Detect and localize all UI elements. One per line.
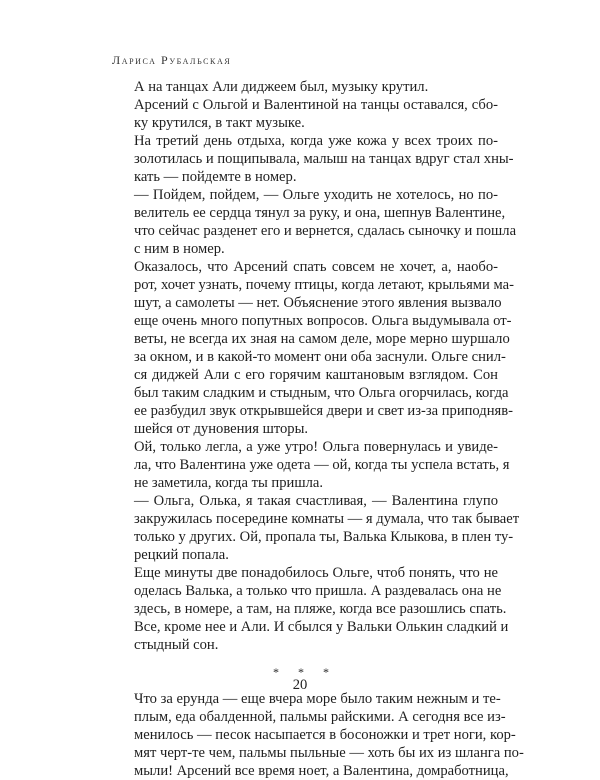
paragraph: [112, 258, 514, 438]
text-line: стыдный сон.: [134, 637, 219, 653]
text-line: Ой, только легла, а уже утро! Ольга повернулась и увиде-: [134, 439, 498, 455]
text-line: рот, хочет узнать, почему птицы, когда летают, крыльями ма-: [134, 277, 514, 293]
running-head: Лариса Рубальская: [112, 53, 232, 67]
paragraph: [112, 492, 520, 564]
text-line: с ним в номер.: [134, 241, 225, 257]
text-line: что сейчас разденет его и вернется, сдалась сыночку и пошла: [134, 223, 517, 239]
paragraph: [112, 438, 510, 492]
text-line: менилось — песок насыпается в босоножки и трет ноги, кор-: [134, 727, 516, 743]
text-line: здесь, в номере, а там, на пляже, когда все разошлись спать.: [134, 601, 507, 617]
page-number: 20: [292, 677, 308, 693]
text-line: мят черт-те чем, пальмы пыльные — хоть бы их из шланга по-: [134, 745, 524, 761]
text-line: На третий день отдыха, когда уже кожа у всех троих по-: [134, 133, 498, 149]
paragraph: [112, 690, 524, 780]
text-line: велитель ее сердца тянул за руку, и она, шепнув Валентине,: [134, 205, 506, 221]
text-line: мыли! Арсений все время ноет, а Валентина, домработница,: [134, 763, 509, 779]
text-line: Оказалось, что Арсений спать совсем не хочет, а, наобо-: [134, 259, 498, 275]
paragraph: [112, 564, 509, 654]
text-line: ла, что Валентина уже одета — ой, когда ты успела встать, я: [134, 457, 510, 473]
text-line: золотилась и пощипывала, малыш на танцах вдруг стал хны-: [134, 151, 514, 167]
text-line: еще очень много попутных вопросов. Ольга выдумывала от-: [134, 313, 512, 329]
text-line: был таким сладким и стыдным, что Ольга огорчилась, когда: [134, 385, 509, 401]
section-separator: * * *: [273, 665, 337, 679]
text-line: оделась Валька, а только что пришла. А раздевалась она не: [134, 583, 502, 599]
paragraph: [112, 96, 498, 132]
text-line: рецкий попала.: [134, 547, 229, 563]
text-line: ее разбудил звук открывшейся двери и свет из-за приподняв-: [134, 403, 514, 419]
paragraph: [112, 132, 514, 186]
text-line: за окном, и в какой-то момент они оба заснули. Ольге снил-: [134, 349, 506, 365]
text-line: только у других. Ой, пропала ты, Валька Клыкова, в плен ту-: [134, 529, 514, 545]
text-line: плым, еда обалденной, пальмы райскими. А сегодня все из-: [134, 709, 506, 725]
text-line: — Ольга, Олька, я такая счастливая, — Валентина глупо: [134, 493, 498, 509]
text-line: закружилась посередине комнаты — я думала, что так бывает: [134, 511, 520, 527]
text-line: А на танцах Али диджеем был, музыку крутил.: [134, 79, 429, 95]
text-line: Что за ерунда — еще вчера море было таким нежным и те-: [134, 691, 501, 707]
text-line: — Пойдем, пойдем, — Ольге уходить не хотелось, но по-: [134, 187, 498, 203]
text-line: шут, а самолеты — нет. Объяснение этого явления вызвало: [134, 295, 502, 311]
text-line: Арсений с Ольгой и Валентиной на танцы оставался, сбо-: [134, 97, 498, 113]
body-text: [112, 78, 524, 780]
paragraph: [112, 78, 498, 96]
text-line: Все, кроме нее и Али. И сбылся у Вальки Олькин сладкий и: [134, 619, 509, 635]
text-line: шейся от дуновения шторы.: [134, 421, 309, 437]
text-line: кать — пойдемте в номер.: [134, 169, 297, 185]
text-line: не заметила, когда ты пришла.: [134, 475, 323, 491]
paragraph: [112, 186, 517, 258]
text-line: ку крутился, в такт музыке.: [134, 115, 305, 131]
text-line: ся диджей Али с его горячим каштановым взглядом. Сон: [134, 367, 498, 383]
text-line: Еще минуты две понадобилось Ольге, чтоб понять, что не: [134, 565, 498, 581]
text-line: веты, не всегда их зная на самом деле, море мерно шуршало: [134, 331, 510, 347]
